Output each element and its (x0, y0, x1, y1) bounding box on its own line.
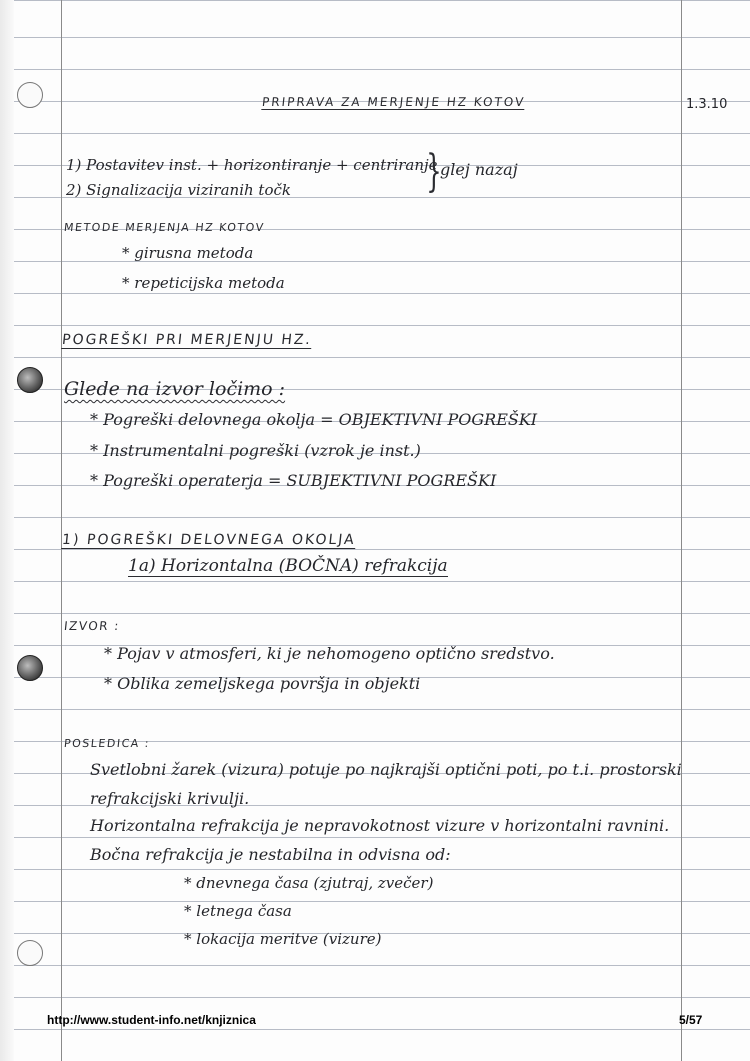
posledica-item: * lokacija meritve (vizure) (184, 930, 382, 948)
brace-note: glej nazaj (440, 160, 518, 179)
setup-step-1: 1) Postavitev inst. + horizontiranje + centriranje (66, 156, 438, 174)
error-item: * Pogreški delovnega okolja = OBJEKTIVNI POGREŠKI (90, 410, 538, 429)
posledica-line: refrakcijski krivulji. (90, 789, 250, 808)
method-item: * repeticijska metoda (122, 274, 285, 292)
brace-icon: } (426, 146, 442, 197)
izvor-item: * Pojav v atmosferi, ki je nehomogeno optično sredstvo. (104, 644, 555, 663)
posledica-item: * dnevnega časa (zjutraj, zvečer) (184, 874, 434, 892)
error-item: * Instrumentalni pogreški (vzrok je inst.) (90, 441, 421, 460)
punch-hole-icon (17, 367, 43, 393)
page-date: 1.3.10 (686, 97, 728, 112)
page-number: 5/57 (679, 1013, 703, 1027)
setup-step-2: 2) Signalizacija viziranih točk (66, 181, 291, 199)
izvor-label: IZVOR : (63, 619, 121, 633)
posledica-item: * letnega časa (184, 902, 292, 920)
error-item: * Pogreški operaterja = SUBJEKTIVNI POGREŠKI (90, 471, 497, 490)
punch-hole-icon (17, 655, 43, 681)
posledica-line: Bočna refrakcija je nestabilna in odvisna od: (90, 845, 451, 864)
method-item: * girusna metoda (122, 244, 254, 262)
source-url: http://www.student-info.net/knjiznica (47, 1013, 256, 1027)
punch-hole-icon (17, 82, 43, 108)
methods-heading: METODE MERJENJA HZ KOTOV (63, 221, 266, 234)
izvor-item: * Oblika zemeljskega površja in objekti (104, 674, 421, 693)
right-margin-line (681, 0, 682, 1061)
left-margin-line (61, 0, 62, 1061)
errors-heading: POGREŠKI PRI MERJENJU HZ. (61, 332, 313, 348)
page-title: PRIPRAVA ZA MERJENJE HZ KOTOV (261, 95, 526, 109)
posledica-line: Horizontalna refrakcija je nepravokotnost vizure v horizontalni ravnini. (90, 816, 670, 835)
section-1-heading: 1) POGREŠKI DELOVNEGA OKOLJA (61, 532, 357, 548)
section-1a-subheading: 1a) Horizontalna (BOČNA) refrakcija (128, 556, 448, 576)
errors-intro: Glede na izvor ločimo : (64, 378, 286, 400)
posledica-line: Svetlobni žarek (vizura) potuje po najkrajši optični poti, po t.i. prostorski (90, 760, 682, 779)
punch-hole-icon (17, 940, 43, 966)
posledica-label: POSLEDICA : (63, 737, 151, 750)
page-edge-shadow (0, 0, 14, 1061)
